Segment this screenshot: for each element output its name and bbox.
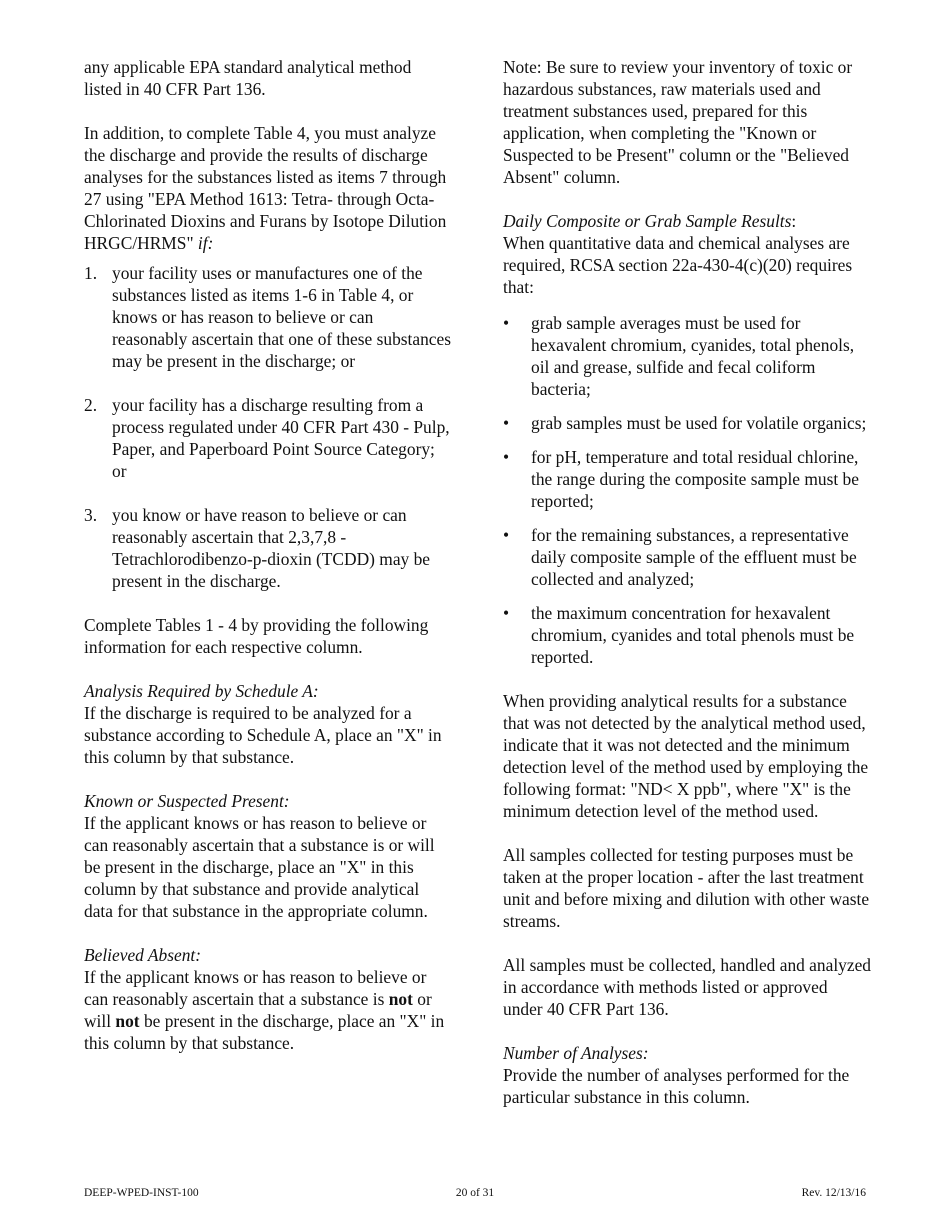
bullet-text: grab sample averages must be used for hexavalent chromium, cyanides, total phenols, oil and grease, sulfide and fecal coliform bacteria;	[531, 313, 855, 399]
paragraph-addition	[84, 122, 452, 254]
bullet-icon: •	[503, 447, 510, 467]
paragraph-believed-absent	[84, 966, 452, 1054]
numbered-list	[84, 262, 452, 592]
left-column	[84, 56, 452, 1054]
believed-absent-bold-2: not	[115, 1011, 140, 1031]
heading-believed-absent: Believed Absent:	[84, 945, 202, 965]
paragraph-not-detected: When providing analytical results for a substance that was not detected by the analytical method used, indicate that it was not detected and the minimum detection level of the method used by employing the following format: "ND< X ppb", where "X" is the minimum detection level of the method used.	[503, 691, 869, 821]
list-item	[503, 312, 871, 400]
bullet-text: the maximum concentration for hexavalent chromium, cyanides and total phenols must be reported.	[531, 603, 855, 667]
right-column	[503, 56, 871, 1108]
paragraph-number-of-analyses: Provide the number of analyses performed for the particular substance in this column.	[503, 1065, 850, 1107]
paragraph-note: Note: Be sure to review your inventory of toxic or hazardous substances, raw materials used and treatment substances used, prepared for this application, when completing the "Known or Suspected to be Present" column or the "Believed Absent" column.	[503, 57, 853, 187]
bullet-icon: •	[503, 603, 510, 623]
bullet-icon: •	[503, 413, 510, 433]
list-item	[503, 412, 871, 434]
list-number: 3.	[84, 505, 98, 525]
bullet-list	[503, 312, 871, 668]
bullet-icon: •	[503, 525, 510, 545]
bullet-icon: •	[503, 313, 510, 333]
list-text: your facility uses or manufactures one of the substances listed as items 1-6 in Table 4, or knows or has reason to believe or can reasonably ascertain that one of these substances may be present in the discharge; or	[112, 263, 451, 371]
list-item	[503, 524, 871, 590]
list-item	[503, 446, 871, 512]
paragraph-daily-composite	[503, 210, 871, 232]
paragraph-intro: any applicable EPA standard analytical method listed in 40 CFR Part 136.	[84, 57, 412, 99]
believed-absent-bold-1: not	[388, 989, 413, 1009]
heading-daily-composite: Daily Composite or Grab Sample Results	[503, 211, 792, 231]
paragraph-known-suspected: If the applicant knows or has reason to believe or can reasonably ascertain that a substance is or will be present in the discharge, place an "X" in this column by that substance and provide analytical data for that substance in the appropriate column.	[84, 813, 435, 921]
addition-if: if:	[197, 233, 214, 253]
footer-revision: Rev. 12/13/16	[801, 1187, 866, 1199]
heading-analysis-required: Analysis Required by Schedule A:	[84, 681, 319, 701]
list-number: 1.	[84, 263, 98, 283]
believed-absent-text-1: If the applicant knows or has reason to believe or can reasonably ascertain that a substance is	[84, 967, 427, 1009]
footer-doc-id: DEEP-WPED-INST-100	[84, 1187, 199, 1199]
bullet-text: for the remaining substances, a representative daily composite sample of the effluent must be collected and analyzed;	[531, 525, 857, 589]
list-item	[84, 394, 452, 482]
list-text: you know or have reason to believe or can reasonably ascertain that 2,3,7,8 - Tetrachlorodibenzo-p-dioxin (TCDD) may be present in the discharge.	[112, 505, 430, 591]
footer-page-number: 20 of 31	[455, 1187, 495, 1199]
addition-text: In addition, to complete Table 4, you must analyze the discharge and provide the results of discharge analyses for the substances listed as items 7 through 27 using "EPA Method 1613: Tetra- through Octa-Chlorinated Dioxins and Furans by Isotope Dilution HRGC/HRMS"	[84, 123, 447, 253]
list-text: your facility has a discharge resulting from a process regulated under 40 CFR Part 430 - Pulp, Paper, and Paperboard Point Source Category; or	[112, 395, 450, 481]
bullet-text: grab samples must be used for volatile organics;	[531, 413, 867, 433]
list-item	[503, 602, 871, 668]
believed-absent-text-2: or will	[84, 989, 432, 1031]
list-item	[84, 262, 452, 372]
paragraph-analysis-required: If the discharge is required to be analyzed for a substance according to Schedule A, place an "X" in this column by that substance.	[84, 703, 442, 767]
paragraph-samples-location: All samples collected for testing purposes must be taken at the proper location - after the last treatment unit and before mixing and dilution with other waste streams.	[503, 845, 870, 931]
heading-known-suspected: Known or Suspected Present:	[84, 791, 290, 811]
daily-composite-colon: :	[791, 211, 797, 231]
paragraph-daily-composite-text: When quantitative data and chemical analyses are required, RCSA section 22a-430-4(c)(20) requires that:	[503, 233, 853, 297]
paragraph-samples-handled: All samples must be collected, handled and analyzed in accordance with methods listed or approved under 40 CFR Part 136.	[503, 955, 871, 1019]
list-item	[84, 504, 452, 592]
heading-number-of-analyses: Number of Analyses:	[503, 1043, 649, 1063]
believed-absent-text-3: be present in the discharge, place an "X" in this column by that substance.	[84, 1011, 445, 1053]
list-number: 2.	[84, 395, 98, 415]
bullet-text: for pH, temperature and total residual chlorine, the range during the composite sample must be reported;	[531, 447, 859, 511]
paragraph-complete-tables: Complete Tables 1 - 4 by providing the following information for each respective column.	[84, 615, 429, 657]
